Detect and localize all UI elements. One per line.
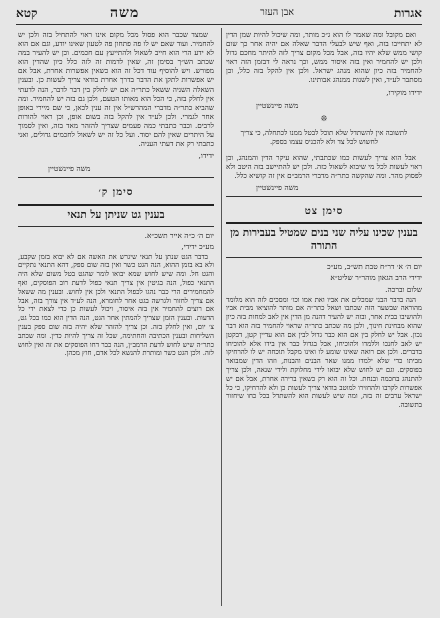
running-title-left: משה	[110, 5, 140, 21]
right-address-2: ידידי הרב הגאון מוהר״ר שליט״א	[330, 273, 422, 283]
right-signature-2: משה פיינשטיין	[256, 183, 299, 193]
right-section-title: בענין שכינו עליה שני בנים שמטיל בעבירות מן התורה	[230, 227, 418, 253]
right-section-rule-double	[226, 222, 422, 224]
right-column	[226, 30, 422, 412]
left-section-rule	[18, 177, 214, 178]
right-note: לתשובה אין להשתדל שלא תוכל לבטל ממנו לכתחלה, כי צריך לחשוש לכל צד ולא להכניס עצמו בספק.	[240, 128, 408, 146]
running-head	[16, 6, 422, 24]
right-top-paragraph: ואם מקובל ומה שאמר לו הוא ג״כ מותר, ומה שיכול להיות שמן הדין לא יתחייבו בזה, ואף שיש לבעלי הדבר שאלה אם יהיה אחר כך שום קושי ממש שלא יהיו בזה, אבל מכל מקום צריך לזה להיתר מחכם גדול ולכן יש להחמיר ואין בזה איסור ממש, וכך נראה לי דבזמן הזה ראוי להחמיר בזה כיון שהוא מנהג ישראל. ולכן אין להקל בזה כלל, וכן מסתבר לע״ד, ואין לשנות ממנהג אבותינו.	[226, 30, 422, 85]
right-sign-off: ידידו מוקירו,	[386, 87, 422, 97]
right-body: הנה בדבר הבני שמכלים את אביו ואת אמו וכו׳ ומסכים לזה הוא מלומד מהוראה שבשער הזה שכתבו ושאל כתר״ה אם מותר להוציאו מבית אביו ולהושיבו בבית אחר, ובזה יש להעיר דהנה מן הדין אין לאב למחות בזה כיון שהוא מבחינת חינוך, ולכן מה שכתב כתר״ה שראוי להחמיר בזה הוא דבר נכון. אבל יש לחלק בין אם הוא כבר גדול לבין אם הוא עדיין קטן, דבקטן יש לאב לחנכו וללמדו ולהוכיחו, אבל בגדול כבר אין בידו אלא להוכיחו בדברים. ולכן אם רואה שאינו שומע לו ואינו מקבל תוכחה יש לו להרחיקו מביתו כדי שלא ילמדו ממנו שאר הבנים והבנות, וזהו הדין שמבואר בפוסקים. וגם יש לחוש שלא יבואו לידי מחלוקת ולידי שנאה, ולכן צריך להתנהג בחכמה ובנחת. וכל זה הוא רק כשאין ברירה אחרת, אבל אם יש אפשרות לקרבו ולהחזירו למוטב בודאי צריך לעשות כן ולא להרחיקו, כי כל ישראל ערבים זה בזה, ומה שיש לעשות הוא להשתדל בכל כחו שיחזור בתשובה.	[226, 295, 422, 410]
left-sign-off: ידידו,	[198, 151, 214, 161]
left-top-paragraph: שמצד שכבר הוא פסול מכל מקום אינו ראוי להתחיל בזה ולכן יש להחמיר. ועוד שאם יש לו פה פתחון פה לטעון שאינו יודע, וגם אם הוא לא ידע הרי הוא חייב לשאול ולהתייעץ עם חכמים. וכן יש להעיר במה שכתב הש״ך בסימן זה, שאין לדמות זה לזה כלל כיון שהדין הוא מפורש. ויש להוסיף עוד דכל זה הוא כשאין אפשרות אחרת, אבל אם יש אפשרות לתקן את הדבר בדרך אחרת בודאי צריך לעשות כן. ובענין השאלה השניה ששאל כתר״ה אם יש לחלק בין דבר לדבר, הנה לדעתי אין לחלק בזה, כי הכל הוא מאותו הטעם, ולכן גם בזה יש להחמיר. ומה שהביא כתר״ה מדברי המהרש״ל אין זה ענין לכאן, כי שם מיירי באופן אחר לגמרי. ולכן לע״ד אין להקל בזה בשום אופן, וכן ראוי להורות לרבים. וכבר כתבתי כמה פעמים שצריך להזהר מאד בזה, ואין לסמוך על היתרים שאין להם יסוד. ועל כל זה יש לשאול לחכמים גדולים, ואני כתבתי רק את דעתי העניה.	[18, 30, 214, 149]
right-address-3: שלום וברכה.	[385, 284, 422, 294]
page-number: קטא	[16, 6, 38, 20]
left-section-title: בענין גט שניתן על תנאי	[67, 208, 165, 221]
right-section-rule	[226, 196, 422, 197]
left-section-rule-double	[18, 204, 214, 206]
left-title-rule	[18, 226, 214, 227]
left-signature: משה פיינשטיין	[48, 164, 91, 174]
column-divider	[221, 28, 222, 606]
right-section-label: סימן צט	[304, 206, 344, 218]
right-title-rule	[226, 257, 422, 258]
left-address-1: יום ה׳ כ״ה אייר תשכ״א.	[144, 230, 214, 240]
star-ornament: ❊	[320, 113, 328, 123]
header-rule	[16, 24, 422, 25]
left-body: בדבר הגט שנתן על תנאי שיגרש את האשה אם לא יבוא בזמן שקבע, ולא בא בזמן ההוא, הנה הגט כשר ואין בזה שום ספק, דהא התנאי נתקיים והגט חל. ומה שיש לחוש שמא יבואו לומר שהגט בטל משום שלא היה התנאי כפול, הנה בגיטין אין צריך תנאי כפול לדעת רוב הפוסקים, ואף להמחמירים הרי כבר נהגו לכפול התנאי ולכן אין לחוש. ובענין מה ששאל אם צריך לחזור ולגרשה בגט אחר לחומרא, הנה לע״ד אין צורך בזה, אבל אם רוצים להחמיר אין בזה איסור, ויכול לעשות כן כדי לצאת ידי כל הדעות. ובענין הזמן שצריך להמתין אחר הגט, הנה הדין הוא כמו בכל גט, צ׳ יום, ואין לחלק בזה. וכן צריך להזהר שלא יהיה בזה שום ספק בענין השליחות ובענין הכתיבה והחתימה, שכל זה צריך להיות כדין. ומה שכתב כתר״ה שיש לחוש לדעת הרמב״ן, הנה כבר דחו הפוסקים את זה ואין לחוש לזה. ולכן הגט כשר ומותרת להנשא לכל אדם, חוץ מכהן.	[18, 252, 214, 358]
left-section-label: סימן ק׳	[98, 187, 134, 199]
right-signature-1: משה פיינשטיין	[256, 100, 299, 110]
right-address-1: יום ה׳ א׳ דר״ח טבת תש״ב, מע״כ	[327, 262, 422, 272]
right-paragraph-2: אבל הוא צריך לעשות כמו שכתבתי, שהוא עיקר הדין והמנהג, וכן ראוי לעשות לכל מי שיבוא לשאול כזה. ולכן יש להתיישב בזה היטב ולא לפסוק מהר. ומה שהקשה כתר״ה מדברי הרמב״ם אין זה קושיא כלל.	[226, 152, 422, 181]
left-address-2: מע״כ ידידי,	[181, 241, 214, 251]
running-subtitle: אבן העזר	[260, 7, 294, 18]
left-column	[18, 30, 214, 360]
running-title-right: אגרות	[394, 6, 422, 20]
